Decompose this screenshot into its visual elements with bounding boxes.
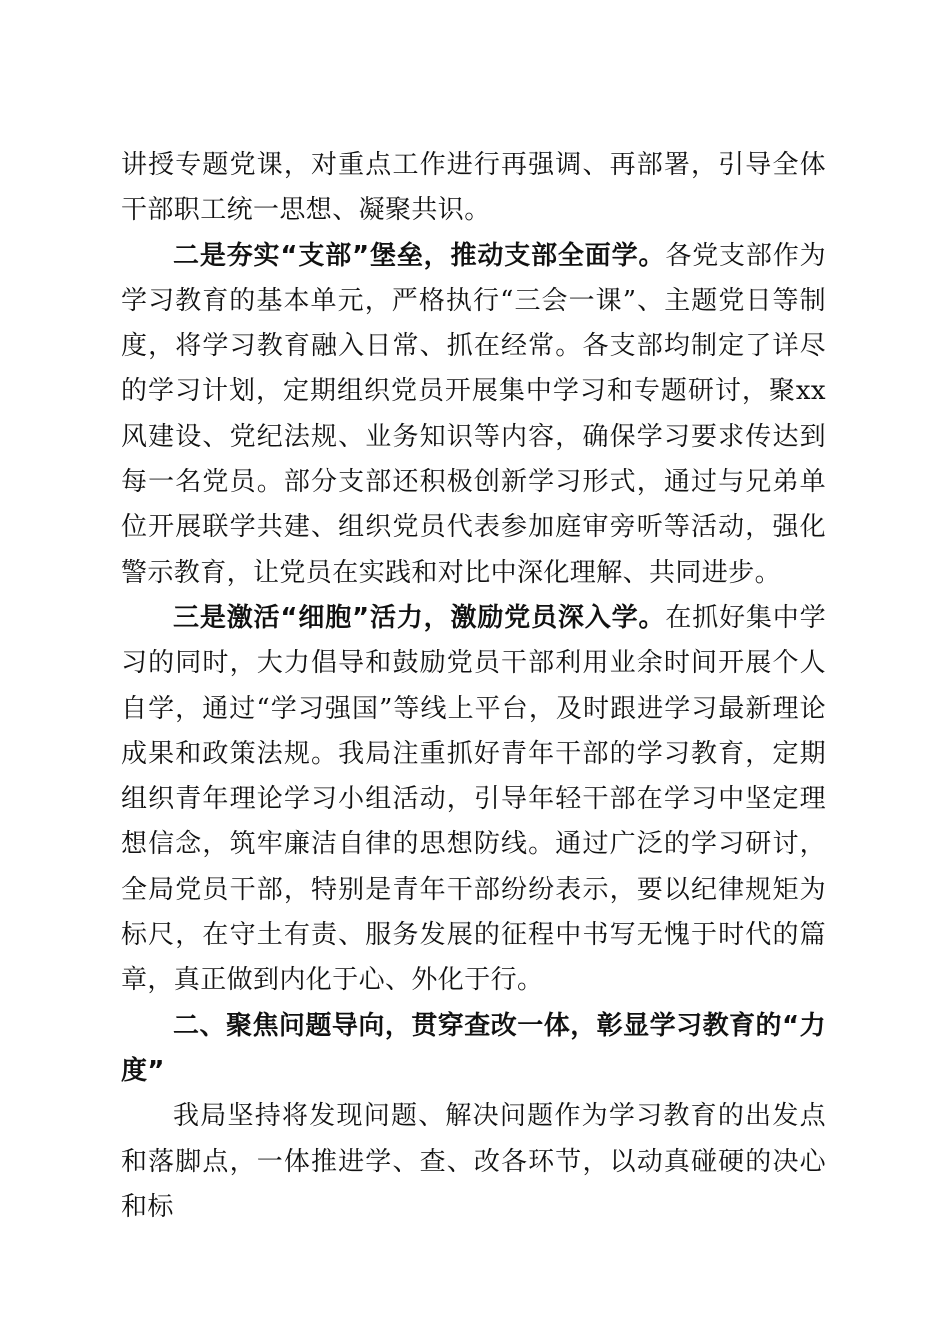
paragraph-text: 在抓好集中学习的同时，大力倡导和鼓励党员干部利用业余时间开展个人自学，通过“学习强国”等线上平台，及时跟进学习最新理论成果和政策法规。我局注重抓好青年干部的学习教育，定期组织青年理论学习小组活动，引导年轻干部在学习中坚定理想信念，筑牢廉洁自律的思想防线。通过广泛的学习研讨，全局党员干部，特别是青年干部纷纷表示，要以纪律规矩为标尺，在守土有责、服务发展的征程中书写无愧于时代的篇章，真正做到内化于心、外化于行。 [121,602,826,996]
paragraph-text: 各党支部作为学习教育的基本单元，严格执行“三会一课”、主题党日等制度，将学习教育融入日常、抓在经常。各支部均制定了详尽的学习计划，定期组织党员开展集中学习和专题研讨，聚xx风建设、党纪法规、业务知识等内容，确保学习要求传达到每一名党员。部分支部还积极创新学习形式，通过与兄弟单位开展联学共建、组织党员代表参加庭审旁听等活动，强化警示教育，让党员在实践和对比中深化理解、共同进步。 [121,240,826,588]
section-heading-text: 二、聚焦问题导向，贯穿查改一体，彰显学习教育的“力度” [121,1010,826,1086]
paragraph-body [121,1094,826,1230]
paragraph-text: 我局坚持将发现问题、解决问题作为学习教育的出发点和落脚点，一体推进学、查、改各环节，以动真碰硬的决心和标 [121,1101,826,1222]
paragraph-point-two [121,234,826,596]
paragraph-point-three [121,596,826,1004]
section-heading [121,1004,826,1095]
paragraph-lead-heading: 三是激活“细胞”活力，激励党员深入学。 [173,602,666,633]
paragraph-text: 讲授专题党课，对重点工作进行再强调、再部署，引导全体干部职工统一思想、凝聚共识。 [121,150,826,226]
document-body [121,143,826,1230]
paragraph-continuation [121,143,826,234]
paragraph-lead-heading: 二是夯实“支部”堡垒，推动支部全面学。 [173,240,666,271]
